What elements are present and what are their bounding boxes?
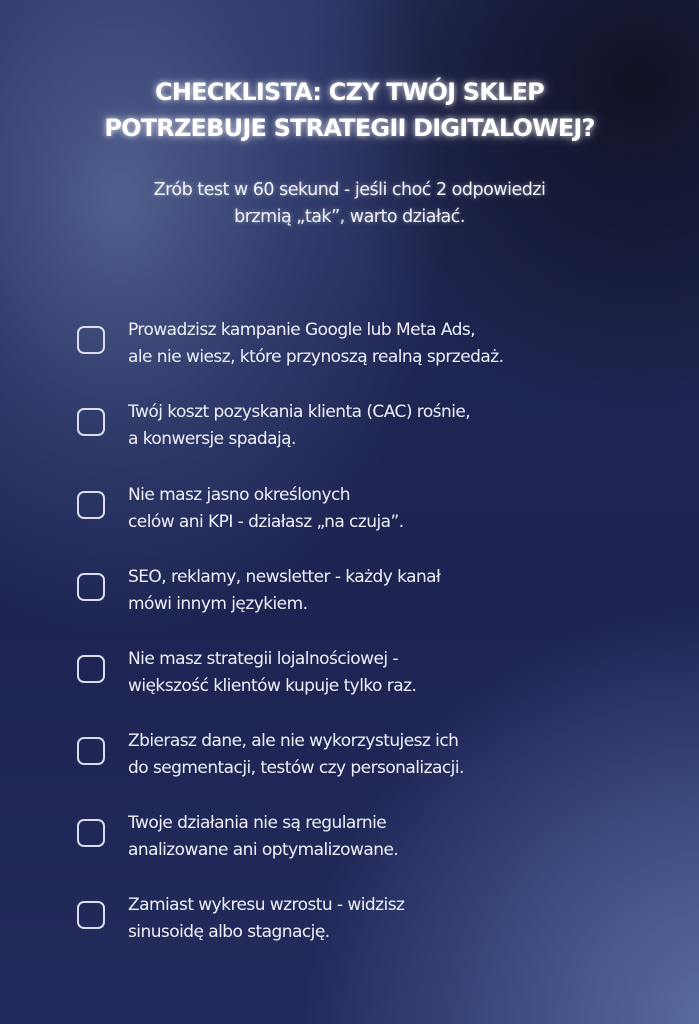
title-line-1: CHECKLISTA: CZY TWÓJ SKLEP [155, 78, 544, 106]
checklist-item-text [128, 317, 504, 371]
checklist-item[interactable] [0, 728, 699, 788]
item-line-1: Prowadzisz kampanie Google lub Meta Ads, [128, 320, 476, 340]
checkbox-icon[interactable] [77, 737, 105, 765]
item-line-1: Nie masz strategii lojalnościowej - [128, 649, 399, 669]
item-line-1: SEO, reklamy, newsletter - każdy kanał [128, 567, 441, 587]
checklist-item[interactable] [0, 892, 699, 952]
subtitle-line-2: brzmią „tak”, warto działać. [234, 207, 465, 227]
checklist-item[interactable] [0, 564, 699, 624]
page-title [0, 74, 699, 146]
checkbox-icon[interactable] [77, 491, 105, 519]
checklist-item-text [128, 810, 398, 864]
item-line-2: a konwersje spadają. [128, 429, 296, 449]
page-subtitle [0, 177, 699, 231]
item-line-1: Twój koszt pozyskania klienta (CAC) rośnie, [128, 402, 471, 422]
item-line-2: mówi innym językiem. [128, 594, 308, 614]
item-line-1: Zbierasz dane, ale nie wykorzystujesz ich [128, 731, 459, 751]
checklist-item-text [128, 399, 470, 453]
checklist-item[interactable] [0, 810, 699, 870]
checkbox-icon[interactable] [77, 326, 105, 354]
subtitle-line-1: Zrób test w 60 sekund - jeśli choć 2 odpowiedzi [153, 180, 546, 200]
checklist-item[interactable] [0, 399, 699, 459]
checklist-item-text [128, 564, 440, 618]
item-line-2: do segmentacji, testów czy personalizacji. [128, 758, 464, 778]
checklist-item[interactable] [0, 317, 699, 377]
checklist-item-text [128, 646, 416, 700]
checkbox-icon[interactable] [77, 655, 105, 683]
item-line-2: analizowane ani optymalizowane. [128, 840, 399, 860]
checklist-item[interactable] [0, 482, 699, 542]
checklist-item-text [128, 892, 404, 946]
item-line-2: sinusoidę albo stagnację. [128, 922, 330, 942]
item-line-2: większość klientów kupuje tylko raz. [128, 676, 417, 696]
item-line-1: Nie masz jasno określonych [128, 485, 350, 505]
item-line-1: Zamiast wykresu wzrostu - widzisz [128, 895, 405, 915]
item-line-2: ale nie wiesz, które przynoszą realną sprzedaż. [128, 347, 504, 367]
checklist-item[interactable] [0, 646, 699, 706]
item-line-2: celów ani KPI - działasz „na czuja”. [128, 512, 404, 532]
checkbox-icon[interactable] [77, 573, 105, 601]
checklist-item-text [128, 728, 464, 782]
checklist-item-text [128, 482, 404, 536]
checkbox-icon[interactable] [77, 819, 105, 847]
checkbox-icon[interactable] [77, 901, 105, 929]
item-line-1: Twoje działania nie są regularnie [128, 813, 387, 833]
checkbox-icon[interactable] [77, 408, 105, 436]
title-line-2: POTRZEBUJE STRATEGII DIGITALOWEJ? [104, 114, 595, 142]
